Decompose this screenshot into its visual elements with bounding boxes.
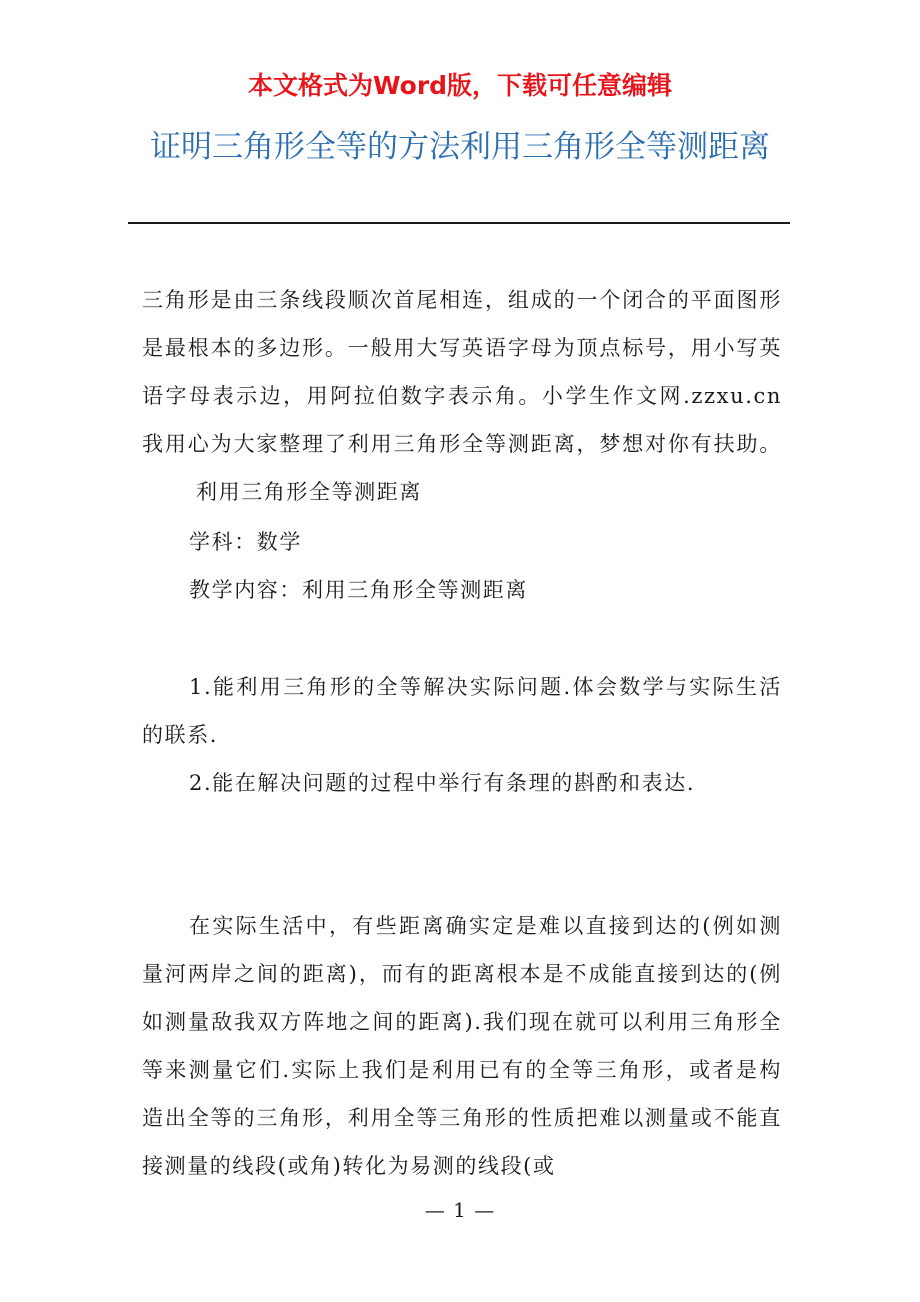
page-number: — 1 —	[424, 1198, 496, 1222]
teaching-content-line: 教学内容：利用三角形全等测距离	[189, 578, 528, 602]
main-paragraph: 在实际生活中，有些距离确实定是难以直接到达的(例如测量河两岸之间的距离)，而有的距离根本是不成能直接到达的(例如测量敌我双方阵地之间的距离).我们现在就可以利用三角形全等来测量它们.实际上我们是利用已有的全等三角形，或者是构造出全等的三角形，利用全等三角形的性质把难以测量或不能直接测量的线段(或角)转化为易测的线段(或	[142, 914, 782, 1178]
title-divider	[128, 222, 790, 224]
objective-2: 2.能在解决问题的过程中举行有条理的斟酌和表达.	[189, 771, 696, 795]
objective-1: 1.能利用三角形的全等解决实际问题.体会数学与实际生活的联系.	[142, 675, 782, 747]
page-title: 证明三角形全等的方法利用三角形全等测距离	[150, 129, 770, 165]
subject-line: 学科：数学	[189, 530, 302, 554]
intro-inline-title: 利用三角形全等测距离	[196, 480, 422, 504]
intro-paragraph	[142, 276, 782, 516]
intro-text: 三角形是由三条线段顺次首尾相连，组成的一个闭合的平面图形是最根本的多边形。一般用大写英语字母为顶点标号，用小写英语字母表示边，用阿拉伯数字表示角。小学生作文网.zzxu.cn 我用心为大家整理了利用三角形全等测距离，梦想对你有扶助。	[142, 288, 782, 456]
download-banner: 本文格式为Word版，下载可任意编辑	[247, 71, 673, 100]
